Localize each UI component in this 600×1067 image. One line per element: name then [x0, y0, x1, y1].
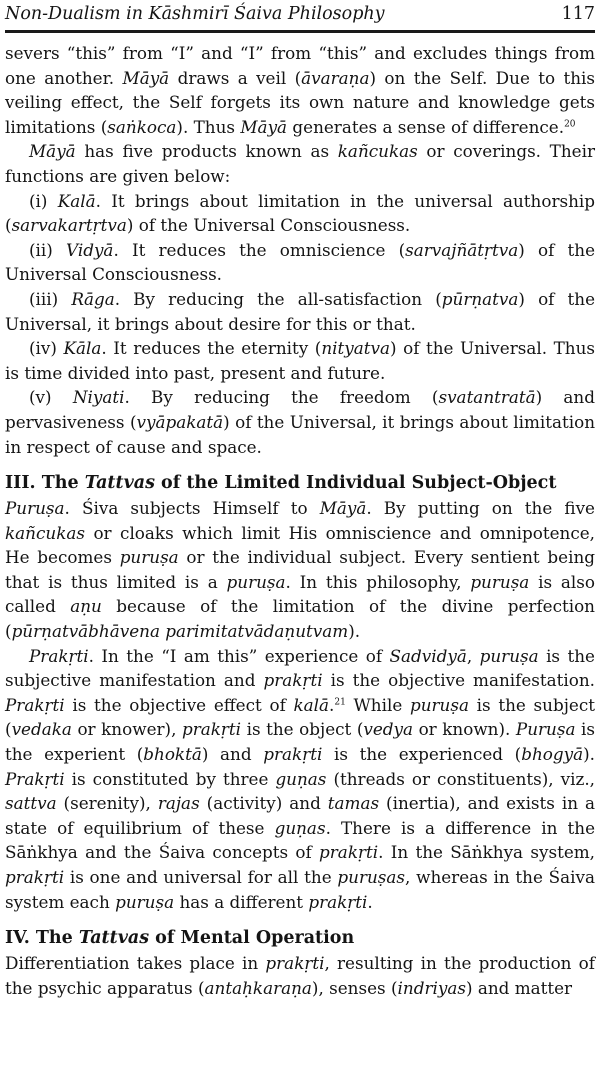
body-text: [5, 41, 595, 1000]
footnote-ref-20: 20: [564, 119, 576, 130]
paragraph-kancukas: Māyā has five products known as kañcukas or coverings. Their functions are given below:: [5, 141, 595, 186]
list-item-kala: (i) Kalā. It brings about limitation in the universal authorship (sarvakartṛtva) of the Universal Consciousness.: [5, 190, 596, 236]
section-heading-iv: IV. The Tattvas of Mental Operation: [5, 928, 355, 949]
list-item-vidya: (ii) Vidyā. It reduces the omniscience (sarvajñātṛtva) of the Universal Consciousness.: [5, 239, 595, 285]
header-rule: [5, 30, 595, 33]
list-item-kala-time: (iv) Kāla. It reduces the eternity (nityatva) of the Universal. Thus is time divided into past, present and future.: [5, 338, 596, 383]
page-number: 117: [561, 4, 595, 24]
paragraph-maya-veil: severs “this” from “I” and “I” from “this” and excludes things from one another. Māyā draws a veil (āvaraṇa) on the Self. Due to this veiling effect, the Self forgets its own nature and knowledge gets limitations (saṅkoca). Thus Māyā generates a sense of difference.$^{20}$: [5, 43, 596, 137]
running-header: [5, 0, 595, 27]
list-item-niyati: (v) Niyati. By reducing the freedom (svatantratā) and pervasiveness (vyāpakatā) of the Universal, it brings about limitation in respect of cause and space.: [5, 387, 596, 457]
section-heading-iii: III. The Tattvas of the Limited Individual Subject-Object: [5, 473, 557, 494]
paragraph-purusa: Puruṣa. Śiva subjects Himself to Māyā. By putting on the five kañcukas or cloaks which limit His omniscience and omnipotence, He becomes puruṣa or the individual subject. Every sentient being that is thus limited is a puruṣa. In this philosophy, puruṣa is also called aṇu because of the limitation of the divine perfection (pūrṇatvābhāvena parimitatvādaṇutvam).: [5, 498, 595, 642]
footnote-ref-21: 21: [334, 697, 346, 708]
list-item-raga: (iii) Rāga. By reducing the all-satisfaction (pūrṇatva) of the Universal, it brings about desire for this or that.: [5, 288, 595, 334]
paragraph-prakrti: Prakṛti. In the “I am this” experience of Sadvidyā, puruṣa is the subjective manifestation and prakṛti is the objective manifestation. Prakṛti is the objective effect of kalā.$^{21}$ While puruṣa is the subject (vedaka or knower), prakṛti is the object (vedya or known). Puruṣa is the experient (bhoktā) and prakṛti is the experienced (bhogyā). Prakṛti is constituted by three guṇas (threads or constituents), viz., sattva (serenity), rajas (activity) and tamas (inertia), and exists in a state of equilibrium of these guṇas. There is a difference in the Sāṅkhya and the Śaiva concepts of prakṛti. In the Sāṅkhya system, prakṛti is one and universal for all the puruṣas, whereas in the Śaiva system each puruṣa has a different prakṛti.: [5, 645, 596, 912]
running-title: Non-Dualism in Kāshmirī Śaiva Philosophy: [5, 4, 385, 24]
paragraph-differentiation: Differentiation takes place in prakṛti, resulting in the production of the psychic apparatus (antaḥkaraṇa), senses (indriyas) and matter: [5, 953, 595, 998]
